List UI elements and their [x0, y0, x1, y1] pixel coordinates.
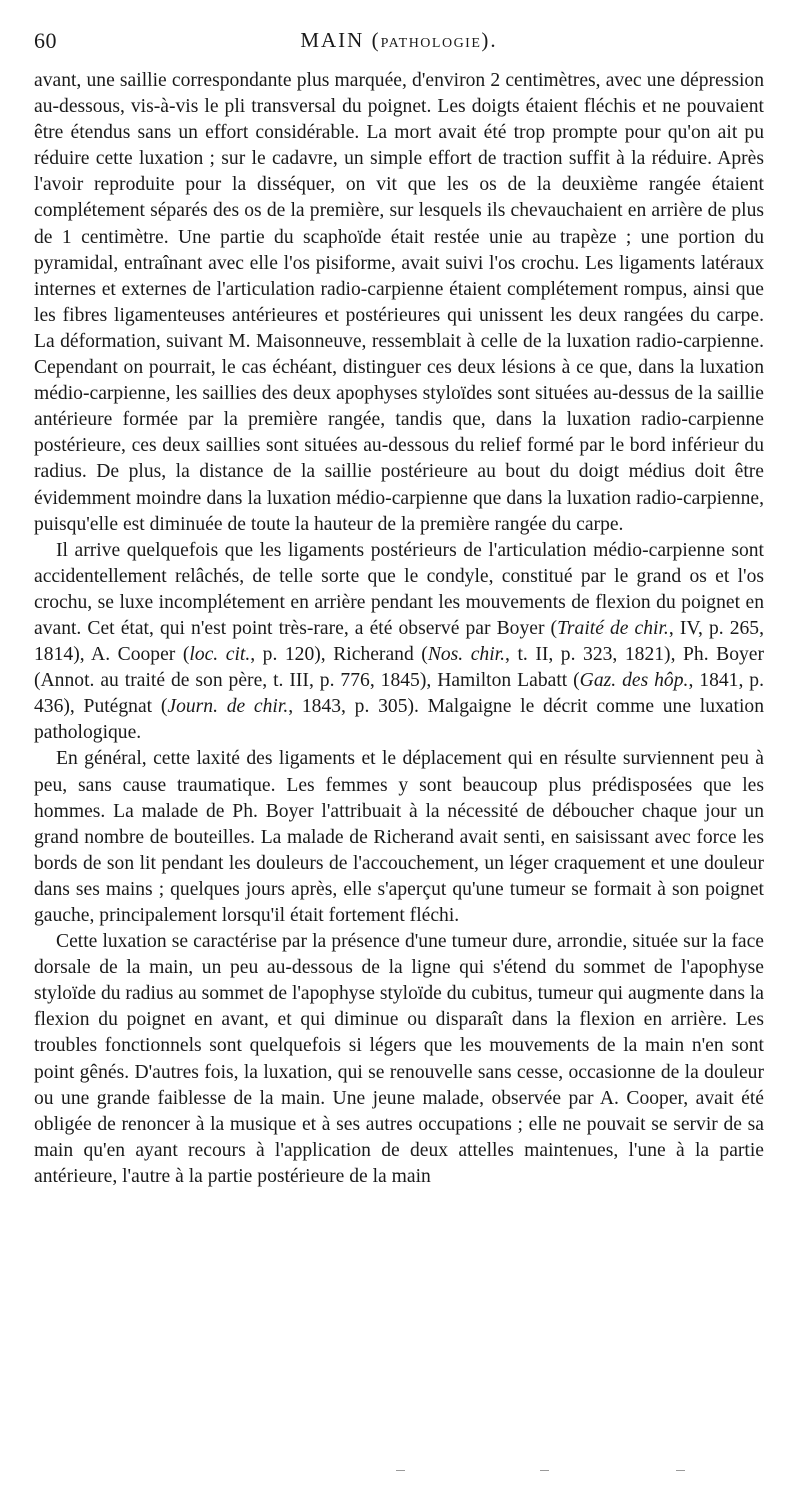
- running-head-subtitle: PATHOLOGIE: [380, 36, 482, 51]
- text-run: avant, une saillie correspondante plus marquée, d'environ 2 centimètres, avec une dépression au-dessous, vis-à-vis le pli transversal du poignet. Les doigts étaient fléchis et ne pouvaient être étendus sans un effort considérable. La mort avait été trop prompte pour qu'on ait pu réduire cette luxation ; sur le cadavre, un simple effort de traction suffit à la réduire. Après l'avoir reproduite pour la disséquer, on vit que les os de la deuxième rangée étaient complétement séparés des os de la première, sur lesquels ils chevauchaient en arrière de plus de 1 centimètre. Une partie du scaphoïde était restée unie au trapèze ; une portion du pyramidal, entraînant avec elle l'os pisiforme, avait suivi l'os crochu. Les ligaments latéraux internes et externes de l'articulation radio-carpienne étaient complétement rompus, ainsi que les fibres ligamenteuses antérieures et postérieures qui unissent les deux rangées du carpe. La déformation, suivant M. Maisonneuve, ressemblait à celle de la luxation radio-carpienne. Cependant on pourrait, le cas échéant, distinguer ces deux lésions à ce que, dans la luxation médio-carpienne, les saillies des deux apophyses styloïdes sont situées au-dessus de la saillie antérieure formée par la première rangée, tandis que, dans la luxation radio-carpienne postérieure, ces deux saillies sont situées au-dessous du relief formé par le bord inférieur du radius. De plus, la distance de la saillie postérieure au bout du doigt médius doit être évidemment moindre dans la luxation médio-carpienne que dans la luxation radio-carpienne, puisqu'elle est diminuée de toute la hauteur de la première rangée du carpe.: [34, 70, 764, 535]
- body-text: [34, 68, 764, 1190]
- text-run: Il arrive quelquefois que les ligaments postérieurs de l'articulation médio-carpienne sont accidentellement relâchés, de telle sorte que le condyle, constitué par le grand os et l'os crochu, se luxe incomplétement en arrière pendant les mouvements de flexion du poignet en avant. Cet état, qui n'est point très-rare, a été observé par Boyer (: [34, 539, 764, 639]
- text-run: , p. 120), Richerand (: [250, 644, 428, 666]
- text-run: En général, cette laxité des ligaments et le déplacement qui en résulte surviennent peu à peu, sans cause traumatique. Les femmes y sont beaucoup plus prédisposées que les hommes. La malade de Ph. Boyer l'attribuait à la nécessité de déboucher chaque jour un grand nombre de bouteilles. La malade de Richerand avait senti, en saisissant avec force les bords de son lit pendant les douleurs de l'accouchement, un léger craquement et une douleur dans ses mains ; quelques jours après, elle s'aperçut qu'une tumeur se formait à son poignet gauche, principalement lorsqu'il était fortement fléchi.: [34, 748, 764, 926]
- paragraph: [34, 538, 764, 747]
- page-header: [34, 28, 764, 56]
- text-run: , 1841, p. 436), Putégnat (: [34, 670, 764, 718]
- text-run: , t. II, p. 323, 1821), Ph. Boyer (Annot. au traité de son père, t. III, p. 776, 1845), Hamilton Labatt (: [34, 644, 765, 692]
- page-number: 60: [34, 28, 57, 53]
- citation-italic: Journ. de chir.: [167, 696, 289, 718]
- footer-mark: [540, 1470, 549, 1471]
- citation-italic: Gaz. des hôp.: [579, 670, 689, 692]
- footer-mark: [396, 1470, 405, 1471]
- text-run: Cette luxation se caractérise par la présence d'une tumeur dure, arrondie, située sur la face dorsale de la main, un peu au-dessous de la ligne qui s'étend du sommet de l'apophyse styloïde du radius au sommet de l'apophyse styloïde du cubitus, tumeur qui augmente dans la flexion du poignet en avant, et qui diminue ou disparaît dans la flexion en arrière. Les troubles fonctionnels sont quelquefois si légers que les mouvements de la main n'en sont point gênés. D'autres fois, la luxation, qui se renouvelle sans cesse, occasionne de la douleur ou une grande faiblesse de la main. Une jeune malade, observée par A. Cooper, avait été obligée de renoncer à la musique et à ses autres occupations ; elle ne pouvait se servir de sa main qu'en ayant recours à l'application de deux attelles maintenues, l'une à la partie antérieure, l'autre à la partie postérieure de la main: [34, 931, 765, 1187]
- paragraph: [34, 746, 764, 929]
- citation-italic: Traité de chir.: [557, 617, 669, 639]
- citation-italic: Nos. chir.: [427, 644, 506, 666]
- running-head: [34, 28, 764, 53]
- running-head-main: MAIN (: [300, 28, 381, 52]
- footer-mark: [676, 1470, 685, 1471]
- text-run: , 1843, p. 305). Malgaigne le décrit comme une luxation pathologique.: [34, 696, 764, 744]
- running-head-end: ).: [481, 28, 498, 52]
- paragraph: [34, 68, 764, 538]
- citation-italic: loc. cit.: [189, 644, 251, 666]
- text-run: , IV, p. 265, 1814), A. Cooper (: [34, 617, 764, 666]
- paragraph: [34, 929, 764, 1190]
- footer-marks: [0, 1470, 800, 1474]
